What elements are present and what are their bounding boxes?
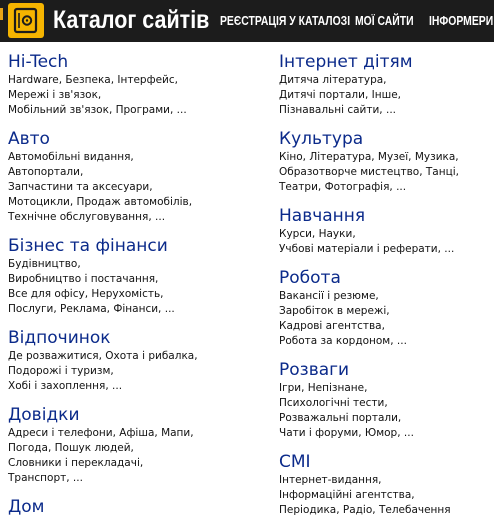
subcategory-line[interactable]: Пізнавальні сайти, ... bbox=[279, 104, 396, 116]
category-title[interactable]: Навчання bbox=[279, 206, 366, 226]
category-subcategories bbox=[279, 150, 494, 195]
subcategory-line[interactable]: Вакансії і резюме, bbox=[279, 290, 379, 302]
category-business-finance bbox=[8, 235, 270, 317]
subcategory-line[interactable]: Автопортали, bbox=[8, 166, 84, 178]
category-subcategories bbox=[8, 73, 270, 118]
category-culture bbox=[279, 128, 494, 195]
subcategory-line[interactable]: Робота за кордоном, ... bbox=[279, 335, 407, 347]
subcategory-line[interactable]: Образотворче мистецтво, Танці, bbox=[279, 166, 460, 178]
category-title[interactable]: Робота bbox=[279, 268, 341, 288]
subcategory-line[interactable]: Послуги, Реклама, Фінанси, ... bbox=[8, 303, 175, 315]
category-column-right bbox=[279, 51, 494, 528]
category-hi-tech bbox=[8, 51, 270, 118]
category-subcategories bbox=[279, 381, 494, 441]
subcategory-line[interactable]: Будівництво, bbox=[8, 258, 81, 270]
category-education bbox=[279, 205, 494, 257]
subcategory-line[interactable]: Театри, Фотографія, ... bbox=[279, 181, 407, 193]
category-title[interactable]: Розваги bbox=[279, 360, 350, 380]
subcategory-line[interactable]: Виробництво і постачання, bbox=[8, 273, 159, 285]
category-subcategories bbox=[279, 73, 494, 118]
safe-icon[interactable] bbox=[8, 3, 44, 38]
subcategory-line[interactable]: Психологічні тести, bbox=[279, 397, 388, 409]
subcategory-line[interactable]: Мережі і зв'язок, bbox=[8, 89, 102, 101]
subcategory-line[interactable]: Словники і перекладачі, bbox=[8, 457, 144, 469]
subcategory-line[interactable]: Дитячі портали, Інше, bbox=[279, 89, 402, 101]
subcategory-line[interactable]: Мотоцикли, Продаж автомобілів, bbox=[8, 196, 193, 208]
nav-informers[interactable]: ІНФОРМЕРИ bbox=[429, 13, 494, 28]
category-subcategories bbox=[8, 257, 270, 317]
top-header bbox=[0, 0, 494, 42]
category-subcategories bbox=[279, 289, 494, 349]
subcategory-line[interactable]: Інтернет-видання, bbox=[279, 474, 382, 486]
subcategory-line[interactable]: Мобільний зв'язок, Програми, ... bbox=[8, 104, 187, 116]
subcategory-line[interactable]: Hardware, Безпека, Інтерфейс, bbox=[8, 74, 178, 86]
category-column-left bbox=[8, 51, 270, 528]
category-entertainment bbox=[279, 359, 494, 441]
subcategory-line[interactable]: Погода, Пошук людей, bbox=[8, 442, 134, 454]
subcategory-line[interactable]: Розважальні портали, bbox=[279, 412, 402, 424]
category-reference bbox=[8, 404, 270, 486]
subcategory-line[interactable]: Подорожі і туризм, bbox=[8, 365, 114, 377]
category-subcategories bbox=[8, 426, 270, 486]
subcategory-line[interactable]: Де розважитися, Охота і рибалка, bbox=[8, 350, 198, 362]
category-title[interactable]: Культура bbox=[279, 129, 364, 149]
category-subcategories bbox=[279, 227, 494, 257]
category-subcategories bbox=[279, 473, 494, 518]
nav-register[interactable]: РЕЄСТРАЦІЯ У КАТАЛОЗІ bbox=[220, 13, 351, 28]
subcategory-line[interactable]: Ігри, Непізнане, bbox=[279, 382, 368, 394]
category-title[interactable]: Авто bbox=[8, 129, 50, 149]
site-title[interactable]: Каталог сайтів bbox=[53, 6, 210, 34]
subcategory-line[interactable]: Періодика, Радіо, Телебачення bbox=[279, 504, 451, 516]
category-auto bbox=[8, 128, 270, 225]
subcategory-line[interactable]: Все для офісу, Нерухомість, bbox=[8, 288, 164, 300]
category-leisure bbox=[8, 327, 270, 394]
subcategory-line[interactable]: Технічне обслуговування, ... bbox=[8, 211, 166, 223]
corner-accent bbox=[0, 8, 3, 20]
category-media bbox=[279, 451, 494, 518]
category-home bbox=[8, 496, 270, 518]
subcategory-line[interactable]: Курси, Науки, bbox=[279, 228, 356, 240]
category-title[interactable]: Дом bbox=[8, 497, 45, 517]
category-title[interactable]: СМІ bbox=[279, 452, 311, 472]
category-title[interactable]: Інтернет дітям bbox=[279, 52, 413, 72]
subcategory-line[interactable]: Запчастини та аксесуари, bbox=[8, 181, 153, 193]
subcategory-line[interactable]: Хобі і захоплення, ... bbox=[8, 380, 123, 392]
subcategory-line[interactable]: Інформаційні агентства, bbox=[279, 489, 415, 501]
subcategory-line[interactable]: Кіно, Література, Музеї, Музика, bbox=[279, 151, 459, 163]
subcategory-line[interactable]: Адреси і телефони, Афіша, Мапи, bbox=[8, 427, 194, 439]
subcategory-line[interactable]: Чати і форуми, Юмор, ... bbox=[279, 427, 414, 439]
category-title[interactable]: Бізнес та фінанси bbox=[8, 236, 168, 256]
category-title[interactable]: Відпочинок bbox=[8, 328, 111, 348]
subcategory-line[interactable]: Дитяча література, bbox=[279, 74, 387, 86]
subcategory-line[interactable]: Кадрові агентства, bbox=[279, 320, 385, 332]
subcategory-line[interactable]: Заробіток в мережі, bbox=[279, 305, 390, 317]
category-subcategories bbox=[8, 150, 270, 225]
subcategory-line[interactable]: Транспорт, ... bbox=[8, 472, 83, 484]
category-title[interactable]: Hi-Tech bbox=[8, 52, 69, 72]
category-subcategories bbox=[8, 349, 270, 394]
category-title[interactable]: Довідки bbox=[8, 405, 80, 425]
category-internet-kids bbox=[279, 51, 494, 118]
subcategory-line[interactable]: Учбові матеріали і реферати, ... bbox=[279, 243, 455, 255]
nav-my-sites[interactable]: МОЇ САЙТИ bbox=[355, 13, 414, 28]
category-jobs bbox=[279, 267, 494, 349]
subcategory-line[interactable]: Автомобільні видання, bbox=[8, 151, 134, 163]
